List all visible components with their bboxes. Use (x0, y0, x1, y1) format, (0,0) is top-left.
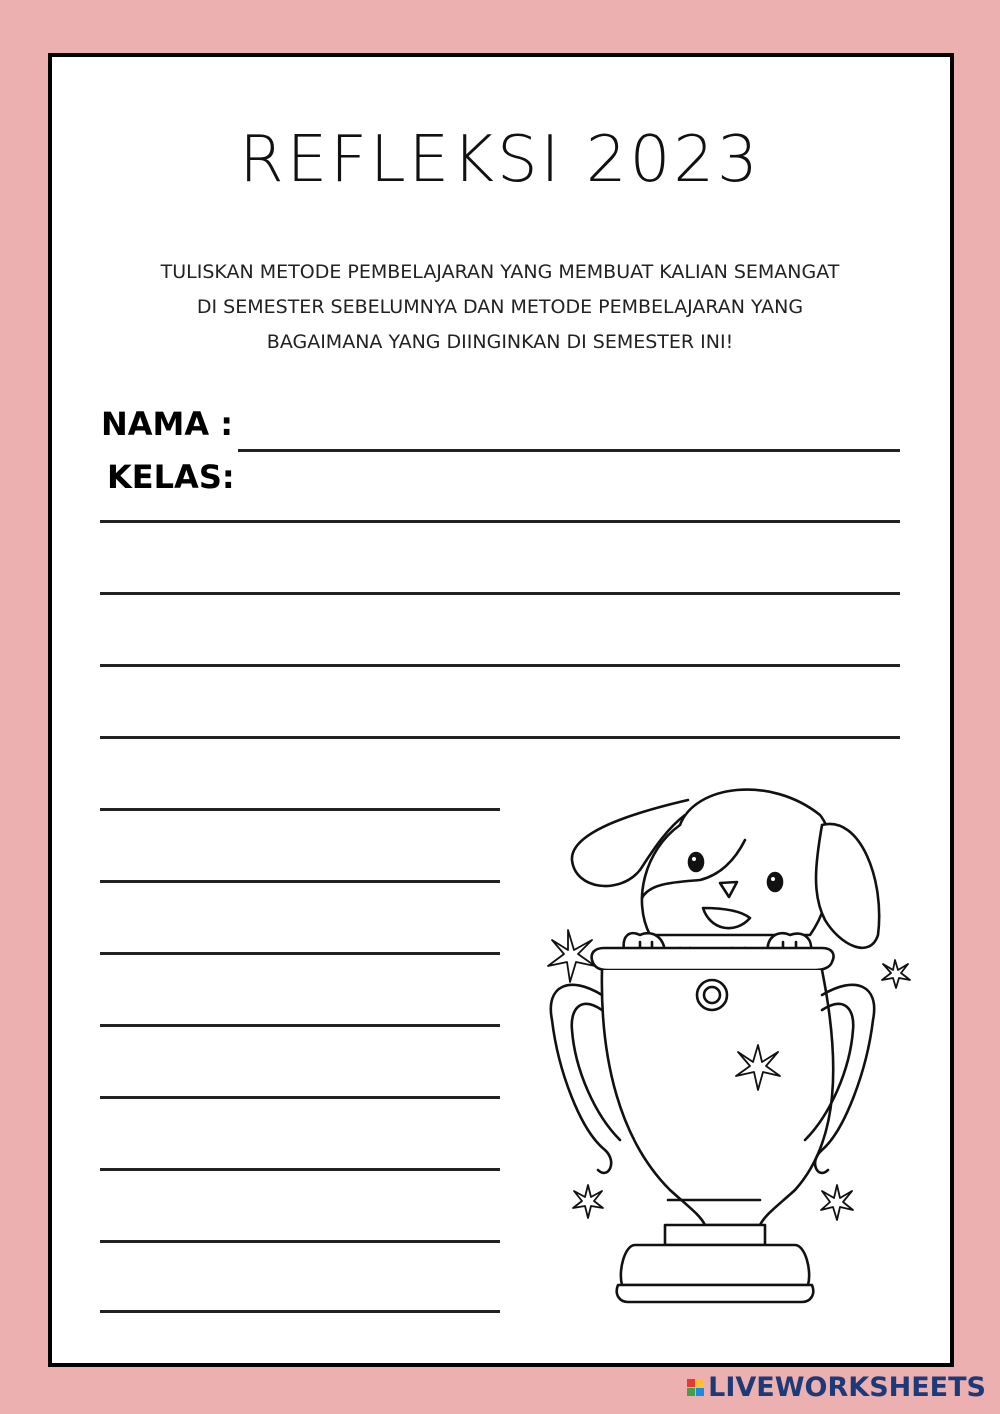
brand-name: LIVEWORKSHEETS (708, 1372, 986, 1403)
answer-line[interactable] (100, 880, 500, 883)
answer-line[interactable] (100, 1240, 500, 1243)
answer-line[interactable] (100, 1096, 500, 1099)
answer-line[interactable] (100, 1168, 500, 1171)
nama-input-line[interactable] (238, 449, 900, 452)
instruction-line: DI SEMESTER SEBELUMNYA DAN METODE PEMBELAJARAN YANG (196, 296, 804, 318)
answer-line[interactable] (100, 1024, 500, 1027)
kelas-input-line[interactable] (100, 520, 900, 523)
worksheet-title: REFLEKSI 2023 (239, 123, 761, 197)
liveworksheets-logo[interactable] (687, 1372, 986, 1403)
liveworksheets-logo-icon (687, 1379, 704, 1396)
instruction-text (100, 255, 900, 360)
answer-line[interactable] (100, 1310, 500, 1313)
answer-line[interactable] (100, 592, 900, 595)
puppy-in-trophy-icon (540, 770, 930, 1315)
answer-line[interactable] (100, 664, 900, 667)
kelas-label: KELAS: (107, 458, 235, 496)
nama-label: NAMA : (101, 405, 234, 443)
answer-line[interactable] (100, 808, 500, 811)
answer-line[interactable] (100, 952, 500, 955)
instruction-line: BAGAIMANA YANG DIINGINKAN DI SEMESTER INI! (266, 331, 734, 353)
instruction-line: TULISKAN METODE PEMBELAJARAN YANG MEMBUAT KALIAN SEMANGAT (160, 261, 840, 283)
answer-line[interactable] (100, 736, 900, 739)
